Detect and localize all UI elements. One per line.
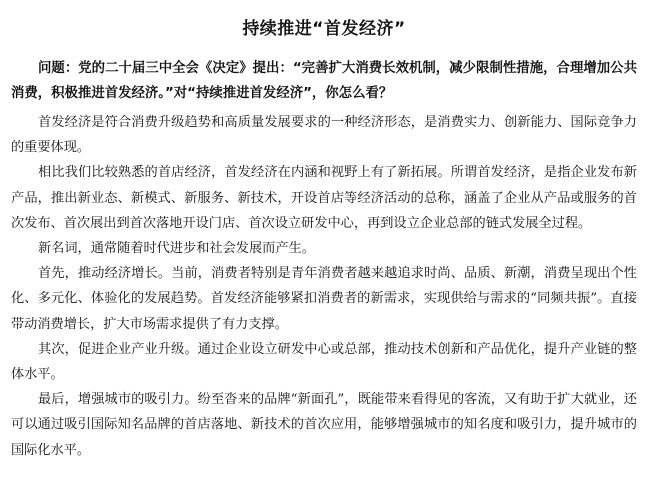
paragraph-definition: 首发经济是符合消费升级趋势和高质量发展要求的一种经济形态，是消费实力、创新能力、国际竞争力的重要体现。 (11, 115, 637, 156)
paragraph-second-point: 其次，促进企业产业升级。通过企业设立研发中心或总部，推动技术创新和产品优化，提升产业链的整体水平。 (11, 341, 637, 383)
document-title: 持续推进“首发经济” (242, 19, 406, 39)
paragraph-first-point: 首先，推动经济增长。当前，消费者特别是青年消费者越来越追求时尚、品质、新潮，消费呈现出个性化、多元化、体验化的发展趋势。首发经济能够紧扣消费者的新需求，实现供给与需求的“同频共振”。直接带动消费增长，扩大市场需求提供了有力支撑。 (11, 266, 637, 332)
question-paragraph: 问题：党的二十届三中全会《决定》提出：“完善扩大消费长效机制，减少限制性措施，合理增加公共消费，积极推进首发经济。”对“持续推进首发经济”，你怎么看？ (11, 61, 637, 101)
answer-body (11, 110, 637, 463)
paragraph-third-point: 最后，增强城市的吸引力。纷至沓来的品牌“新面孔”，既能带来看得见的客流，又有助于扩大就业，还可以通过吸引国际知名品牌的首店落地、新技术的首次应用，能够增强城市的知名度和吸引力，提升城市的国际化水平。 (11, 392, 637, 458)
paragraph-new-term: 新名词，通常随着时代进步和社会发展而产生。 (38, 241, 315, 257)
paragraph-comparison: 相比我们比较熟悉的首店经济，首发经济在内涵和视野上有了新拓展。所谓首发经济，是指企业发布新产品，推出新业态、新模式、新服务、新技术，开设首店等经济活动的总称，涵盖了企业从产品或服务的首次发布、首次展出到首次落地开设门店、首次设立研发中心，再到设立企业总部的链式发展全过程。 (11, 165, 637, 231)
